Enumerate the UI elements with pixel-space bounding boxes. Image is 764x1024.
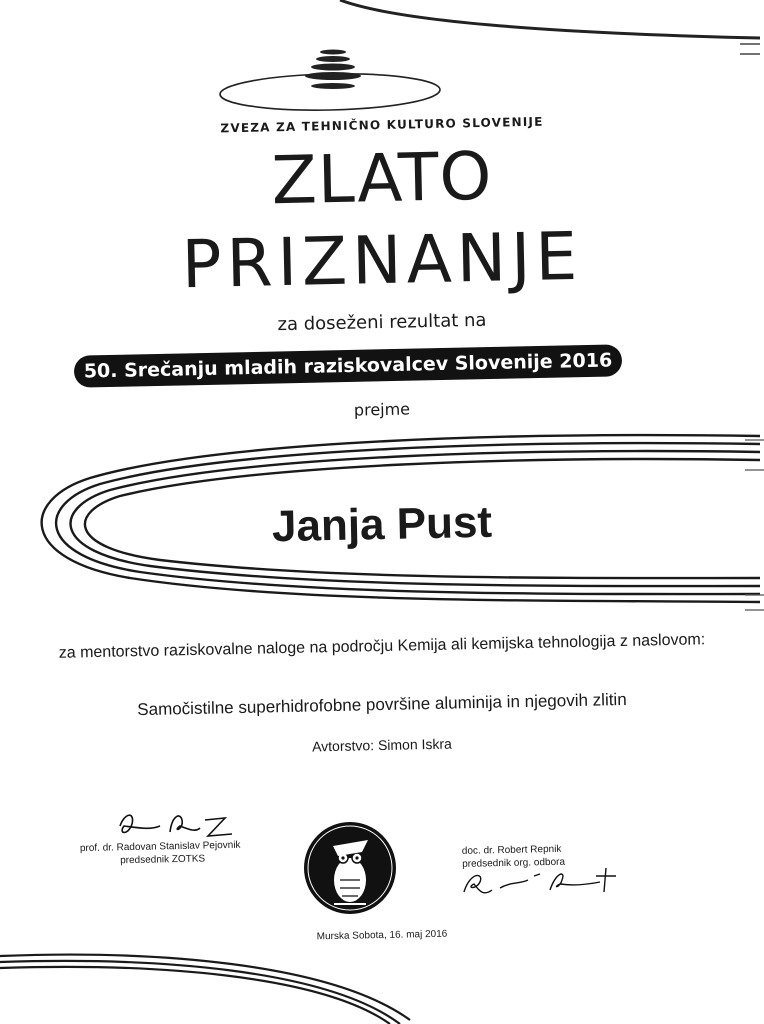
owl-seal-icon [304,822,396,914]
award-description: za mentorstvo raziskovalne naloge na področju Kemija ali kemijska tehnologija z naslovom: [58,631,706,662]
thesis-title: Samočistilne superhidrofobne površine aluminija in njegovih zlitin [137,689,627,720]
event-name-badge: 50. Srečanju mladih raziskovalcev Slovenije 2016 [74,344,623,387]
zotks-logo-icon [220,50,441,113]
signature-right [464,868,616,893]
signatory-left-name: prof. dr. Radovan Stanislav Pejovnik [79,839,241,855]
place-and-date: Murska Sobota, 16. maj 2016 [316,928,448,943]
organization-name: ZVEZA ZA TEHNIČNO KULTURO SLOVENIJE [220,114,544,136]
signature-left [120,815,232,836]
recipient-name: Janja Pust [271,497,493,552]
signatory-left-role: predsednik ZOTKS [120,853,206,867]
award-title-line2: PRIZNANJE [181,217,583,304]
award-title-line1: ZLATO [270,137,494,220]
receives-label: prejme [353,399,411,420]
signatory-right [462,841,643,871]
signatory-left [80,838,281,868]
signatory-right-role: predsednik org. odbora [462,856,566,870]
bottom-swoosh [0,955,410,1024]
award-reason: za doseženi rezultat na [277,309,487,336]
signatory-right-name: doc. dr. Robert Repnik [461,843,562,857]
authorship: Avtorstvo: Simon Iskra [311,735,453,755]
